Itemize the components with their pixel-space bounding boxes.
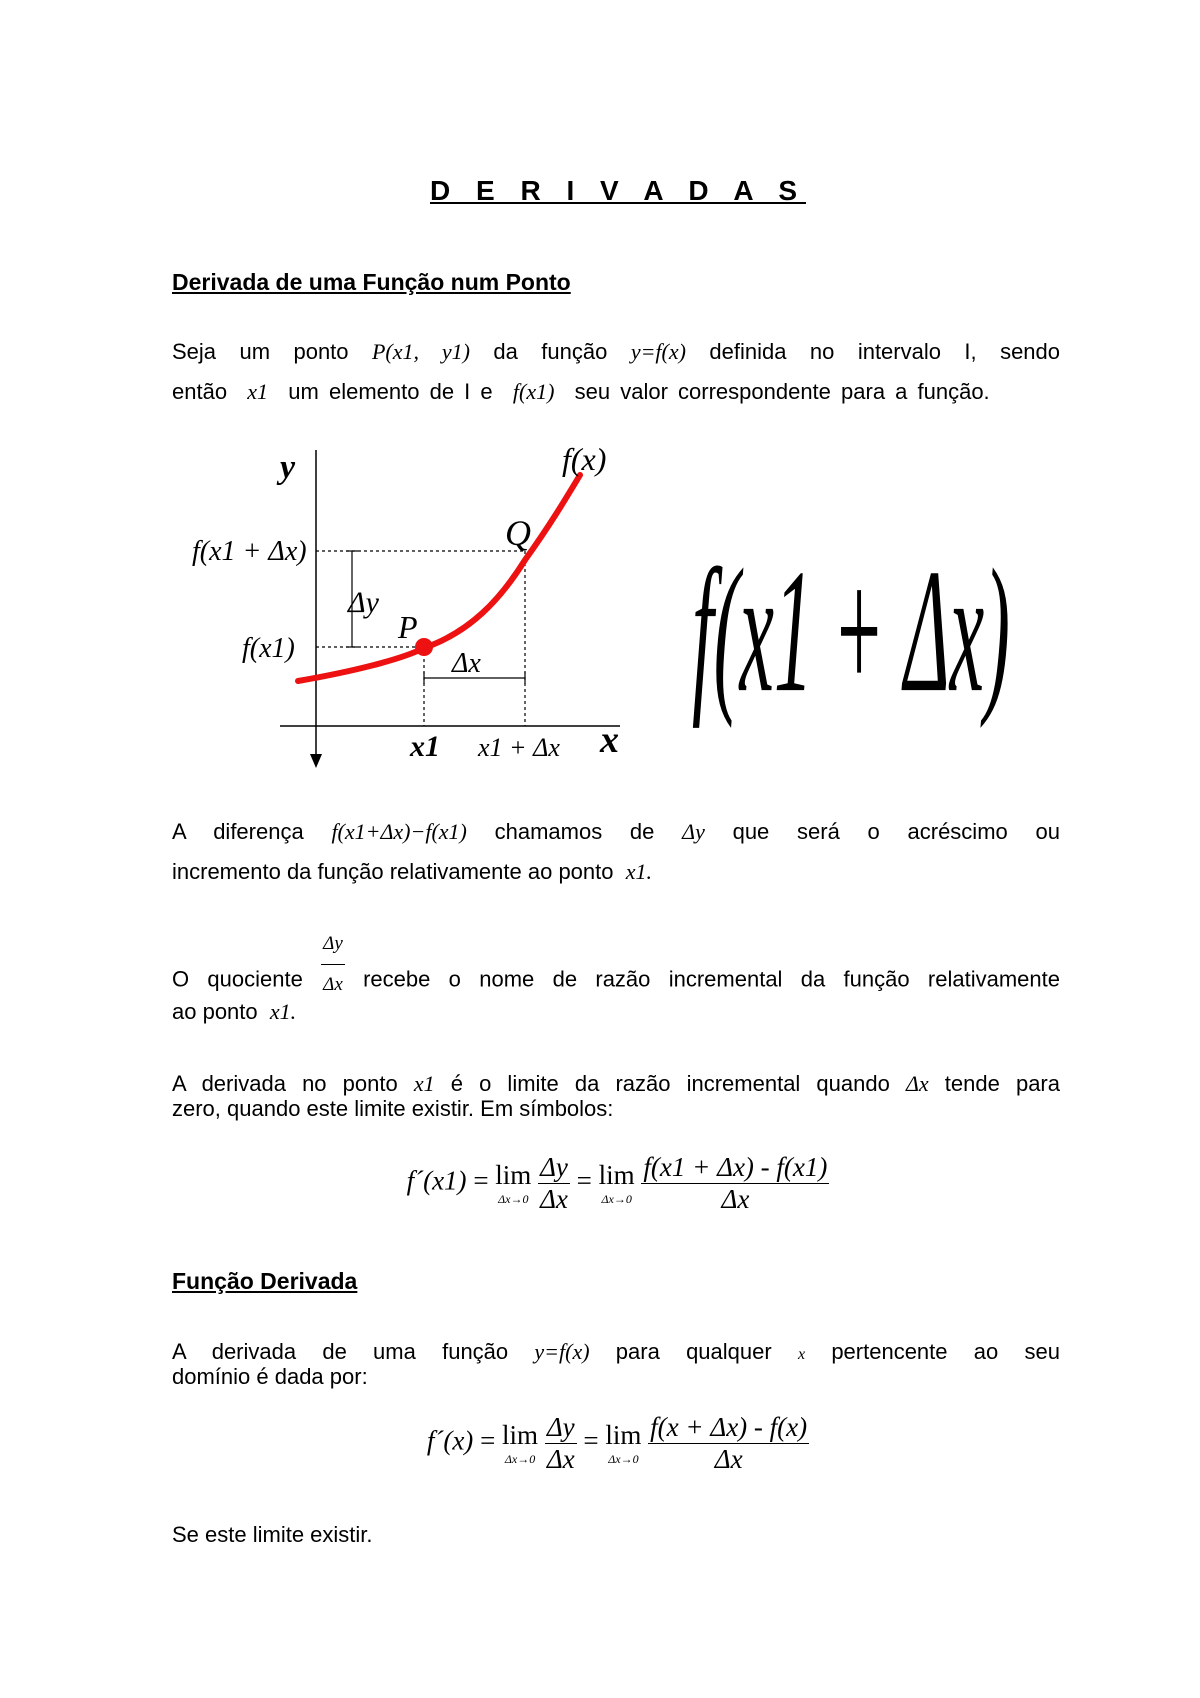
fraction-difference-quotient [641, 1152, 829, 1215]
delta-y-symbol: Δy [682, 819, 705, 844]
text: Seja um ponto [172, 339, 349, 364]
f-x1-symbol: f(x1) [512, 379, 555, 404]
paragraph-intro-line1 [172, 332, 1060, 372]
equals: = [576, 1165, 592, 1196]
lim: lim [605, 1420, 642, 1450]
derivative-at-point-equation [0, 1152, 1200, 1215]
derivative-figure [180, 440, 1040, 780]
fraction-denominator: Δx [546, 1444, 575, 1474]
text: A diferença [172, 819, 304, 844]
point-p-formula: P(x1, y1) [371, 339, 470, 364]
difference-formula: f(x1+Δx)−f(x1) [331, 819, 467, 844]
equals: = [473, 1165, 489, 1196]
lim: lim [502, 1420, 539, 1450]
fraction-numerator: f(x1 + Δx) - f(x1) [643, 1152, 828, 1182]
fraction-numerator: Δy [321, 924, 345, 965]
limit [599, 1162, 635, 1205]
x1-symbol: x1. [625, 859, 653, 884]
fraction-numerator: Δy [546, 1412, 575, 1442]
paragraph-quotient-line2 [172, 992, 1060, 1032]
delta-y-label: Δy [348, 586, 379, 619]
x1-tick-label: x1 [410, 730, 440, 763]
closing-sentence: Se este limite existir. [172, 1522, 373, 1547]
curve-label: f(x) [562, 441, 607, 477]
text: da função [493, 339, 608, 364]
text: ao ponto [172, 999, 258, 1024]
equals: = [583, 1425, 599, 1456]
page-title: D E R I V A D A S [430, 175, 806, 206]
equals: = [480, 1425, 496, 1456]
point-p-dot [415, 638, 433, 656]
lim: lim [495, 1160, 532, 1190]
text: para qualquer [615, 1339, 772, 1364]
lhs: f´(x) [426, 1425, 474, 1456]
paragraph-derivative-function-line2: domínio é dada por: [172, 1364, 368, 1389]
lhs: f´(x1) [406, 1165, 467, 1196]
paragraph-intro-line2 [172, 372, 1060, 412]
limit-sub: Δx→0 [504, 1452, 536, 1466]
f-x1-dx-label: f(x1 + Δx) [192, 536, 307, 567]
point-p-label: P [398, 609, 418, 645]
big-formula-f-x1-dx: f(x1 + Δx) [692, 533, 1010, 730]
limit-sub: Δx→0 [498, 1192, 529, 1206]
derivative-function-equation [0, 1412, 1200, 1475]
x1-symbol: x1 [413, 1071, 435, 1096]
function-formula: y=f(x) [534, 1339, 590, 1364]
section-heading-derivative-function: Função Derivada [172, 1268, 358, 1294]
paragraph-derivative-line2: zero, quando este limite existir. Em símbolos: [172, 1096, 614, 1121]
x1-symbol: x1 [247, 379, 269, 404]
function-curve [298, 475, 580, 681]
f-x1-label: f(x1) [242, 633, 295, 664]
text: seu valor correspondente para a função. [574, 379, 990, 404]
text: A derivada no ponto [172, 1071, 398, 1096]
text: definida no intervalo I, sendo [709, 339, 1061, 364]
fraction-denominator: Δx [323, 974, 343, 995]
fraction-dy-dx [538, 1152, 570, 1215]
limit-sub: Δx→0 [601, 1192, 632, 1206]
text: um elemento de I e [288, 379, 493, 404]
x1-symbol: x1. [269, 999, 297, 1024]
text: recebe o nome de razão incremental da função relativamente [363, 966, 1060, 992]
fraction-numerator: f(x + Δx) - f(x) [650, 1412, 808, 1442]
x-symbol: x [797, 1346, 806, 1363]
text: pertencente ao seu [831, 1339, 1060, 1364]
limit-sub: Δx→0 [608, 1452, 639, 1466]
text: A derivada de uma função [172, 1339, 509, 1364]
text: O quociente [172, 966, 303, 992]
paragraph-difference-line1 [172, 812, 1060, 852]
fraction-dy-dx [545, 1412, 577, 1475]
paragraph-difference-line2 [172, 852, 1060, 892]
x-axis-label: x [600, 719, 619, 761]
section-heading-derivative-at-point: Derivada de uma Função num Ponto [172, 269, 571, 295]
fraction-denominator: Δx [540, 1184, 568, 1214]
fraction-denominator: Δx [721, 1184, 750, 1214]
limit [495, 1162, 531, 1205]
limit [502, 1422, 538, 1465]
text: incremento da função relativamente ao ponto [172, 859, 614, 884]
point-q-label: Q [505, 513, 531, 553]
fraction-difference-quotient [648, 1412, 809, 1475]
y-axis-label: y [280, 449, 296, 486]
function-formula: y=f(x) [630, 339, 686, 364]
lim: lim [598, 1160, 635, 1190]
delta-x-symbol: Δx [905, 1071, 929, 1096]
fraction-numerator: Δy [540, 1152, 568, 1182]
delta-x-label: Δx [452, 648, 481, 679]
x1-dx-tick-label: x1 + Δx [478, 733, 560, 762]
fraction-denominator: Δx [714, 1444, 743, 1474]
y-axis-arrow-icon [310, 754, 322, 768]
text: então [172, 379, 228, 404]
limit [605, 1422, 641, 1465]
text: que será o acréscimo ou [732, 819, 1060, 844]
text: tende para [944, 1071, 1060, 1096]
text: é o limite da razão incremental quando [450, 1071, 890, 1096]
text: chamamos de [494, 819, 655, 844]
